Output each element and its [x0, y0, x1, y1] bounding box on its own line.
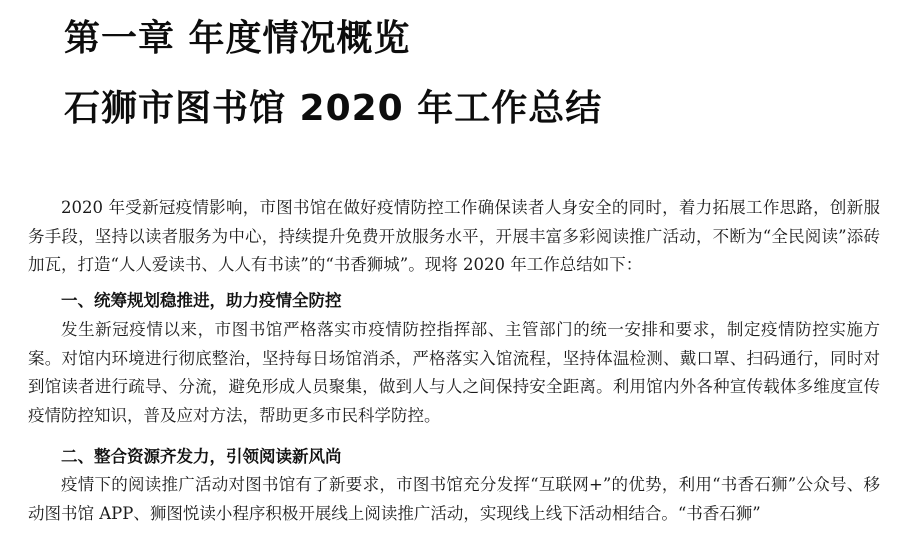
section-heading-2: 二、整合资源齐发力，引领阅读新风尚: [61, 447, 342, 466]
section-paragraph-2: 疫情下的阅读推广活动对图书馆有了新要求，市图书馆充分发挥“互联网+”的优势，利用“书香石狮”公众号、移动图书馆 APP、狮图悦读小程序积极开展线上阅读推广活动，实现线上线下活动相结合。“书香石狮”: [28, 475, 880, 523]
intro-paragraph: 2020 年受新冠疫情影响，市图书馆在做好疫情防控工作确保读者人身安全的同时，着力拓展工作思路，创新服务手段，坚持以读者服务为中心，持续提升免费开放服务水平，开展丰富多彩阅读推广活动，不断为“全民阅读”添砖加瓦，打造“人人爱读书、人人有书读”的“书香狮城”。现将 2020 年工作总结如下：: [28, 198, 880, 274]
section-paragraph-1: 发生新冠疫情以来，市图书馆严格落实市疫情防控指挥部、主管部门的统一安排和要求，制定疫情防控实施方案。对馆内环境进行彻底整治，坚持每日场馆消杀，严格落实入馆流程，坚持体温检测、戴口罩、扫码通行，同时对到馆读者进行疏导、分流，避免形成人员聚集，做到人与人之间保持安全距离。利用馆内外各种宣传载体多维度宣传疫情防控知识，普及应对方法，帮助更多市民科学防控。: [28, 320, 880, 425]
report-title: 石狮市图书馆 2020 年工作总结: [64, 88, 603, 129]
chapter-title: 第一章 年度情况概览: [64, 18, 411, 59]
section-heading-1: 一、统筹规划稳推进，助力疫情全防控: [61, 291, 342, 310]
